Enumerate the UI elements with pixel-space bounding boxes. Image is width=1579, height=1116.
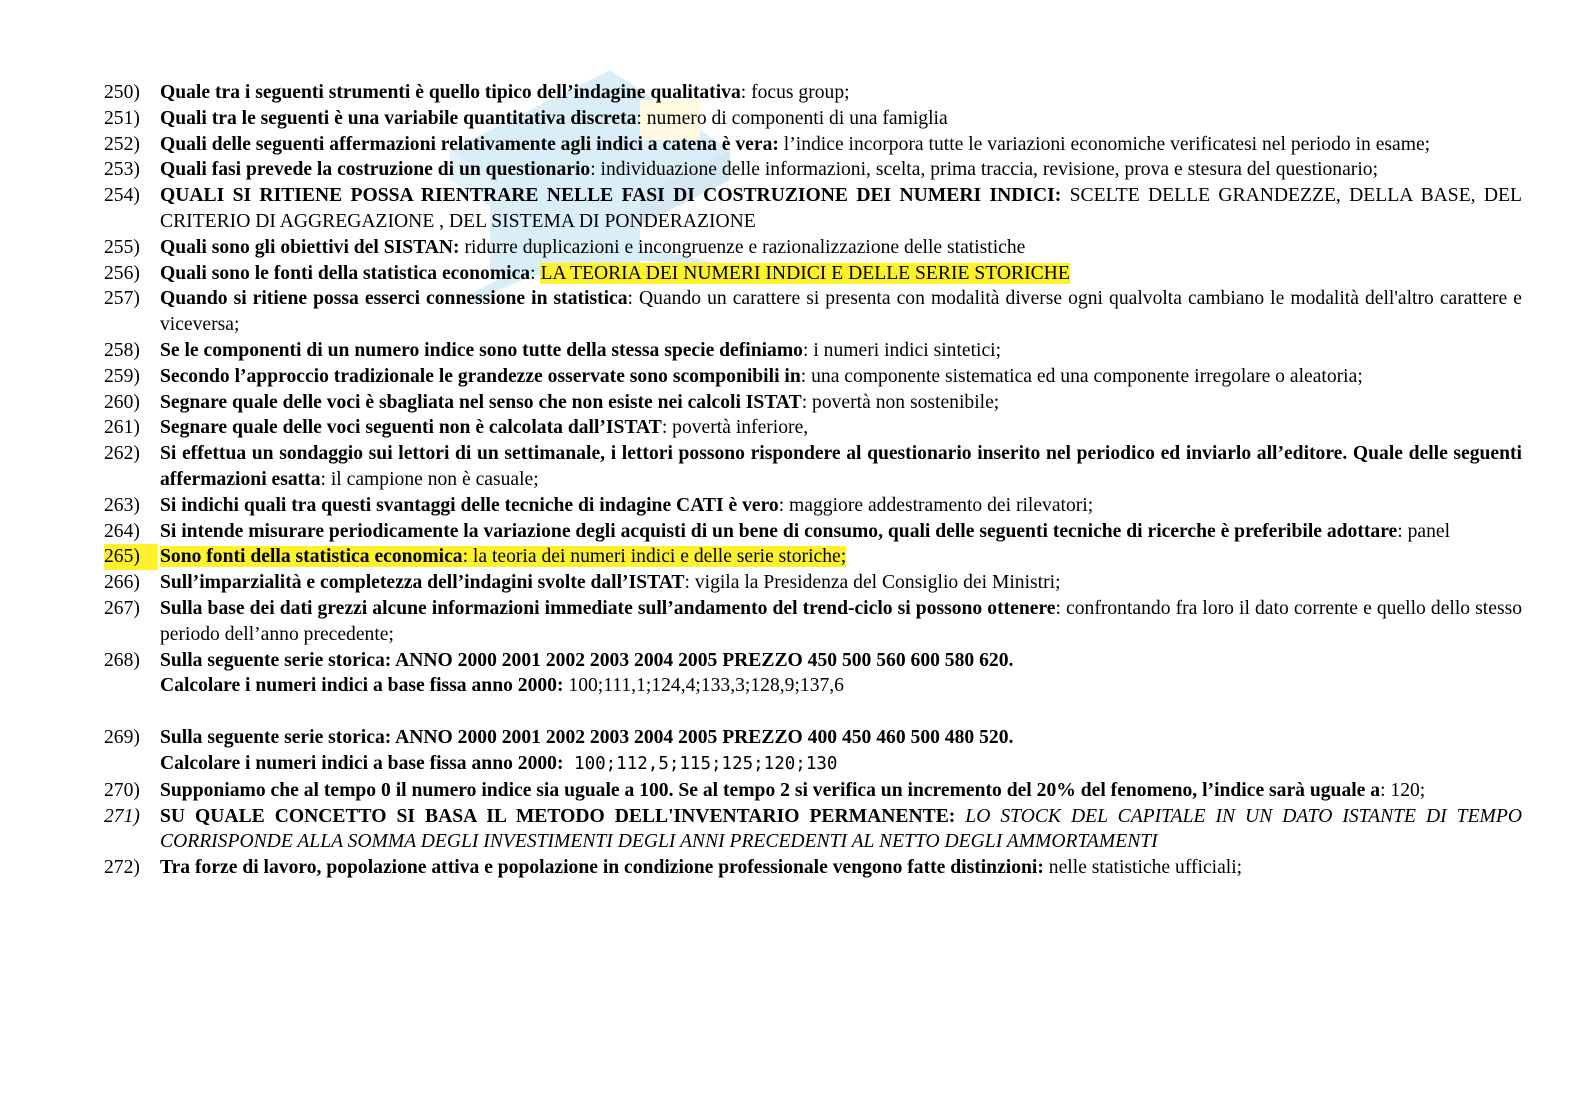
list-item bbox=[104, 596, 1522, 648]
list-item bbox=[104, 648, 1522, 700]
item-number: 271) bbox=[104, 805, 140, 827]
question-text: Supponiamo che al tempo 0 il numero indice sia uguale a 100. Se al tempo 2 si verifica un incremento del 20% del fenomeno, l’indice sarà uguale a bbox=[160, 779, 1381, 801]
item-number: 252) bbox=[104, 133, 140, 155]
answer-text: : maggiore addestramento dei rilevatori; bbox=[778, 494, 1094, 516]
question-text: Si indichi quali tra questi svantaggi delle tecniche di indagine CATI è vero bbox=[160, 494, 779, 516]
list-item bbox=[104, 493, 1522, 519]
answer-text: : 120; bbox=[1380, 779, 1426, 801]
list-item bbox=[104, 183, 1522, 235]
answer-text: LO STOCK DEL CAPITALE IN UN DATO ISTANTE DI TEMPO CORRISPONDE ALLA SOMMA DEGLI INVESTIMENTI DEGLI ANNI PRECEDENTI AL NETTO DEGLI AMMORTAMENTI bbox=[160, 805, 1522, 853]
item-number: 254) bbox=[104, 185, 140, 207]
question-text: Sull’imparzialità e completezza dell’indagini svolte dall’ISTAT bbox=[160, 572, 685, 594]
item-number: 272) bbox=[104, 857, 140, 879]
question-text: Sulla seguente serie storica: ANNO 2000 2001 2002 2003 2004 2005 PREZZO 450 500 560 600 580 620. bbox=[160, 649, 1014, 671]
answer-text: : povertà non sostenibile; bbox=[801, 391, 1000, 413]
question-text: Quando si ritiene possa esserci connessione in statistica bbox=[160, 288, 628, 310]
question-text: Quali tra le seguenti è una variabile quantitativa discreta bbox=[160, 107, 637, 129]
question-text: Segnare quale delle voci è sbagliata nel senso che non esiste nei calcoli ISTAT bbox=[160, 391, 802, 413]
list-item bbox=[104, 855, 1522, 881]
question-text: Segnare quale delle voci seguenti non è calcolata dall’ISTAT bbox=[160, 417, 662, 439]
list-item bbox=[104, 235, 1522, 261]
list-item bbox=[104, 441, 1522, 493]
item-number: 256) bbox=[104, 262, 140, 284]
answer-text: 100;112,5;115;125;120;130 bbox=[563, 753, 838, 774]
question-text: Calcolare i numeri indici a base fissa anno 2000: bbox=[160, 675, 564, 697]
answer-text: : confrontando fra loro il dato corrente e quello dello stesso periodo dell’anno precedente; bbox=[160, 597, 1522, 645]
answer-text: : bbox=[530, 262, 541, 284]
list-item-highlighted bbox=[104, 544, 1522, 570]
item-number: 267) bbox=[104, 597, 140, 619]
item-number: 257) bbox=[104, 288, 140, 310]
question-text: Quali sono gli obiettivi del SISTAN: bbox=[160, 236, 460, 258]
question-text: Si intende misurare periodicamente la variazione degli acquisti di un bene di consumo, quali delle seguenti tecniche di ricerche è preferibile adottare bbox=[160, 520, 1398, 542]
question-text: Quale tra i seguenti strumenti è quello tipico dell’indagine qualitativa bbox=[160, 82, 741, 103]
answer-text: : il campione non è casuale; bbox=[320, 468, 539, 490]
list-item bbox=[104, 364, 1522, 390]
list-item bbox=[104, 519, 1522, 545]
question-text: Quali fasi prevede la costruzione di un questionario bbox=[160, 159, 591, 181]
item-number: 262) bbox=[104, 443, 140, 465]
item-number: 266) bbox=[104, 572, 140, 594]
answer-text: : povertà inferiore, bbox=[661, 417, 809, 439]
question-text: SU QUALE CONCETTO SI BASA IL METODO DELL'INVENTARIO PERMANENTE: bbox=[160, 805, 956, 827]
list-item bbox=[104, 778, 1522, 804]
question-text: Quali sono le fonti della statistica economica bbox=[160, 262, 531, 284]
list-item bbox=[104, 132, 1522, 158]
answer-text: : individuazione delle informazioni, scelta, prima traccia, revisione, prova e stesura del questionario; bbox=[590, 159, 1379, 181]
answer-text: : Quando un carattere si presenta con modalità diverse ogni qualvolta cambiano le modalità dell'altro carattere e viceversa; bbox=[160, 288, 1522, 336]
item-number: 270) bbox=[104, 779, 140, 801]
answer-text: nelle statistiche ufficiali; bbox=[1043, 857, 1243, 879]
answer-text: : vigila la Presidenza del Consiglio dei Ministri; bbox=[684, 572, 1061, 594]
item-number: 268) bbox=[104, 649, 140, 671]
list-item bbox=[104, 390, 1522, 416]
answer-text: ridurre duplicazioni e incongruenze e razionalizzazione delle statistiche bbox=[459, 236, 1026, 258]
question-text: Sulla seguente serie storica: ANNO 2000 2001 2002 2003 2004 2005 PREZZO 400 450 460 500 480 520. bbox=[160, 727, 1014, 749]
question-text: Quali delle seguenti affermazioni relativamente agli indici a catena è vera: bbox=[160, 133, 779, 155]
list-item bbox=[104, 106, 1522, 132]
question-text: Secondo l’approccio tradizionale le grandezze osservate sono scomponibili in bbox=[160, 365, 801, 387]
item-number: 264) bbox=[104, 520, 140, 542]
item-number: 260) bbox=[104, 391, 140, 413]
answer-text: l’indice incorpora tutte le variazioni economiche verificatesi nel periodo in esame; bbox=[778, 133, 1431, 155]
question-text: QUALI SI RITIENE POSSA RIENTRARE NELLE FASI DI COSTRUZIONE DEI NUMERI INDICI: bbox=[160, 185, 1062, 207]
answer-text: : focus group; bbox=[740, 82, 850, 103]
item-number: 251) bbox=[104, 107, 140, 129]
question-answer-list bbox=[104, 80, 1522, 881]
item-number: 250) bbox=[104, 82, 140, 103]
item-number: 265) bbox=[104, 544, 158, 570]
list-item bbox=[104, 338, 1522, 364]
question-text: Sulla base dei dati grezzi alcune informazioni immediate sull’andamento del trend-ciclo si possono ottenere bbox=[160, 597, 1056, 619]
item-number: 263) bbox=[104, 494, 140, 516]
answer-text: : la teoria dei numeri indici e delle serie storiche; bbox=[462, 546, 847, 568]
list-item bbox=[104, 570, 1522, 596]
item-number: 258) bbox=[104, 339, 140, 361]
list-item bbox=[104, 261, 1522, 287]
answer-text: : numero di componenti di una famiglia bbox=[636, 107, 948, 129]
list-item bbox=[104, 157, 1522, 183]
answer-text: : panel bbox=[1397, 520, 1451, 542]
question-text: Calcolare i numeri indici a base fissa anno 2000: bbox=[160, 752, 564, 774]
list-item bbox=[104, 286, 1522, 338]
item-number: 253) bbox=[104, 159, 140, 181]
list-item bbox=[104, 725, 1522, 778]
blank-line bbox=[104, 699, 1522, 725]
item-number: 255) bbox=[104, 236, 140, 258]
question-text: Si effettua un sondaggio sui lettori di un settimanale, i lettori possono rispondere al questionario inserito nel periodico ed inviarlo all’editore. Quale delle seguenti affermazioni esatta bbox=[160, 443, 1522, 490]
list-item bbox=[104, 415, 1522, 441]
item-number: 261) bbox=[104, 417, 140, 439]
answer-text: : i numeri indici sintetici; bbox=[802, 339, 1002, 361]
item-number: 269) bbox=[104, 727, 140, 749]
question-text: Se le componenti di un numero indice sono tutte della stessa specie definiamo bbox=[160, 339, 803, 361]
highlighted-answer: LA TEORIA DEI NUMERI INDICI E DELLE SERIE STORICHE bbox=[540, 262, 1070, 284]
answer-text: 100;111,1;124,4;133,3;128,9;137,6 bbox=[563, 675, 844, 697]
answer-text: : una componente sistematica ed una componente irregolare o aleatoria; bbox=[800, 365, 1363, 387]
item-number: 259) bbox=[104, 365, 140, 387]
list-item bbox=[104, 804, 1522, 856]
question-text: Sono fonti della statistica economica bbox=[160, 546, 463, 568]
question-text: Tra forze di lavoro, popolazione attiva e popolazione in condizione professionale vengono fatte distinzioni: bbox=[160, 857, 1044, 879]
list-item bbox=[104, 80, 1522, 106]
answer-text: SCELTE DELLE GRANDEZZE, DELLA BASE, DEL CRITERIO DI AGGREGAZIONE , DEL SISTEMA DI PONDERAZIONE bbox=[160, 185, 1522, 232]
